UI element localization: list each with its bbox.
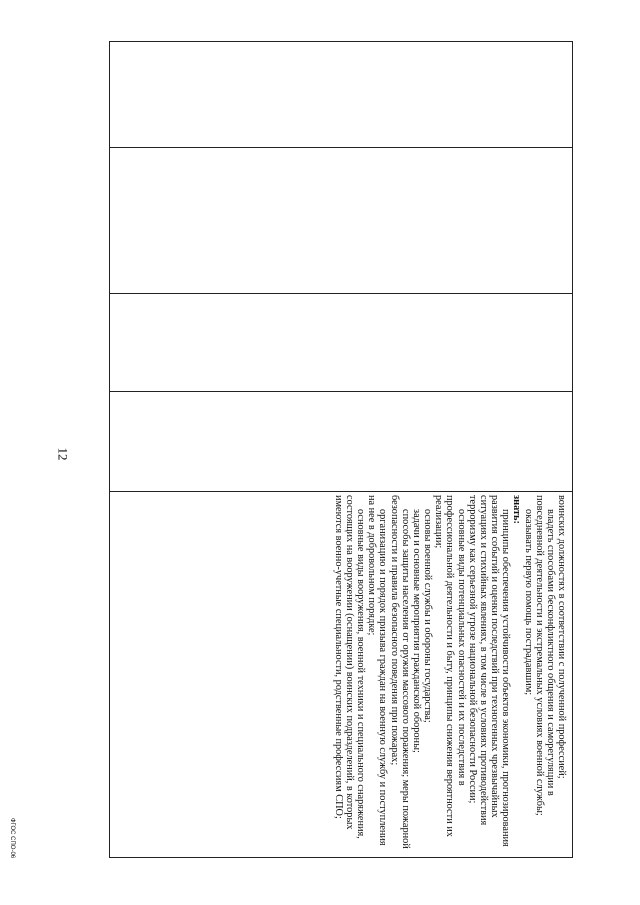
table-col-divider bbox=[572, 42, 573, 857]
cell-paragraph: основные виды потенциальных опасностей и их последствия в профессиональной деятельности и быту, принципы снижения вероятности их реализации; bbox=[433, 495, 467, 837]
cell-paragraph: основы военной службы и обороны государства; bbox=[422, 509, 434, 723]
page-number: 12 bbox=[55, 447, 71, 461]
cell-paragraph: организацию и порядок призыва граждан на военную службу и поступления на нее в добровольном порядке; bbox=[366, 495, 389, 846]
table-row-divider bbox=[110, 147, 572, 148]
cell-paragraph: способы защиты населения от оружия массового поражения; меры пожарной безопасности и правила безопасного поведения при пожарах; bbox=[388, 495, 411, 849]
section-heading: знать: bbox=[511, 495, 523, 524]
cell-paragraph: основные виды вооружения, военной техники и специального снаряжения, состоящих на вооружении (оснащении) воинских подразделений, в которых имеются военно-учетные специальности, родственные профессиям СПО; bbox=[332, 495, 367, 839]
cell-paragraph: владеть способами бесконфликтного общения и саморегуляции в повседневной деятельности и экстремальных условиях военной службы; bbox=[533, 495, 556, 816]
cell-paragraph: принципы обеспечения устойчивости объектов экономики, прогнозирования развития событий и оценки последствий при техногенных чрезвычайных ситуациях и стихийных явлениях, в том числе в условиях противодействия терроризму как серьезной угрозе национальной безопасности России; bbox=[466, 495, 512, 847]
cell-paragraph: воинских должностях в соответствии с полученной профессией; bbox=[556, 495, 567, 779]
cell-paragraph: задачи и основные мероприятия гражданской обороны; bbox=[410, 509, 422, 753]
competency-cell bbox=[109, 491, 571, 857]
cell-paragraph: оказывать первую помощь пострадавшим; bbox=[522, 509, 534, 696]
table-row-divider bbox=[110, 293, 572, 294]
table-row-divider bbox=[110, 391, 572, 392]
competency-text bbox=[109, 491, 571, 857]
footer-code: ФГОС СПО-06 bbox=[9, 818, 15, 859]
